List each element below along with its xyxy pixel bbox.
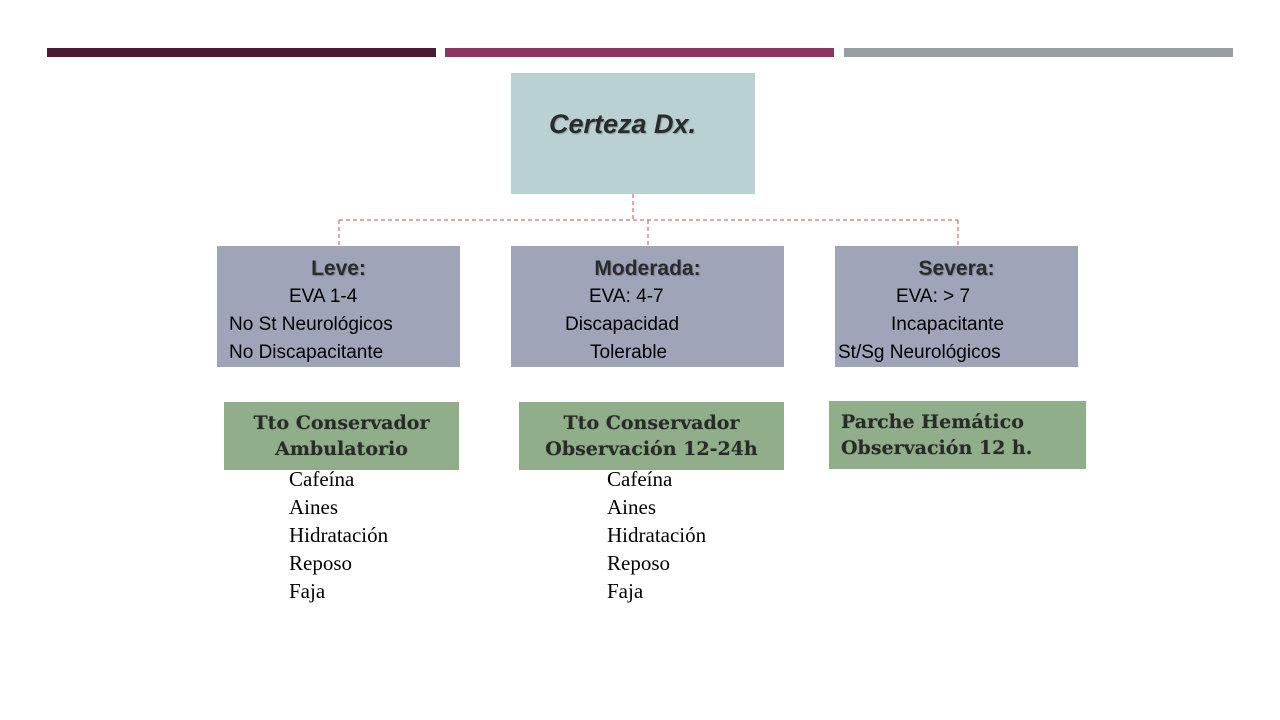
category-line: No Discapacitante <box>229 342 384 363</box>
category-line: St/Sg Neurológicos <box>838 342 1001 363</box>
treatment-line: Tto Conservador <box>253 412 430 434</box>
category-line: Tolerable <box>590 342 668 363</box>
list-item: Faja <box>607 579 644 603</box>
root-node <box>511 73 755 194</box>
treatment-line: Ambulatorio <box>275 438 408 460</box>
treatment-line: Observación 12 h. <box>841 437 1033 459</box>
treatment-ambulatorio <box>224 402 459 470</box>
category-title: Leve: <box>311 257 366 280</box>
list-item: Reposo <box>607 551 670 575</box>
measures-list-leve <box>289 465 388 605</box>
measures-list-moderada <box>607 465 706 605</box>
category-title: Moderada: <box>594 257 701 280</box>
category-severa <box>835 246 1078 367</box>
treatment-line: Observación 12-24h <box>545 438 758 460</box>
list-item: Hidratación <box>607 523 707 547</box>
category-title: Severa: <box>918 257 995 280</box>
category-leve <box>217 246 460 367</box>
category-line: Incapacitante <box>891 314 1005 335</box>
treatment-line: Tto Conservador <box>563 412 740 434</box>
category-moderada <box>511 246 784 367</box>
treatment-line: Parche Hemático <box>841 411 1024 433</box>
list-item: Faja <box>289 579 326 603</box>
list-item: Aines <box>607 495 656 519</box>
category-line: No St Neurológicos <box>229 314 393 335</box>
treatment-parche-hematico <box>829 401 1086 469</box>
list-item: Hidratación <box>289 523 389 547</box>
list-item: Cafeína <box>289 467 355 491</box>
list-item: Aines <box>289 495 338 519</box>
treatment-observacion-12-24h <box>519 402 784 470</box>
list-item: Cafeína <box>607 467 673 491</box>
category-line: EVA 1-4 <box>289 286 358 307</box>
category-line: Discapacidad <box>565 314 680 335</box>
category-line: EVA: > 7 <box>896 286 971 307</box>
root-title: Certeza Dx. <box>549 109 697 139</box>
list-item: Reposo <box>289 551 352 575</box>
category-line: EVA: 4-7 <box>589 286 664 307</box>
